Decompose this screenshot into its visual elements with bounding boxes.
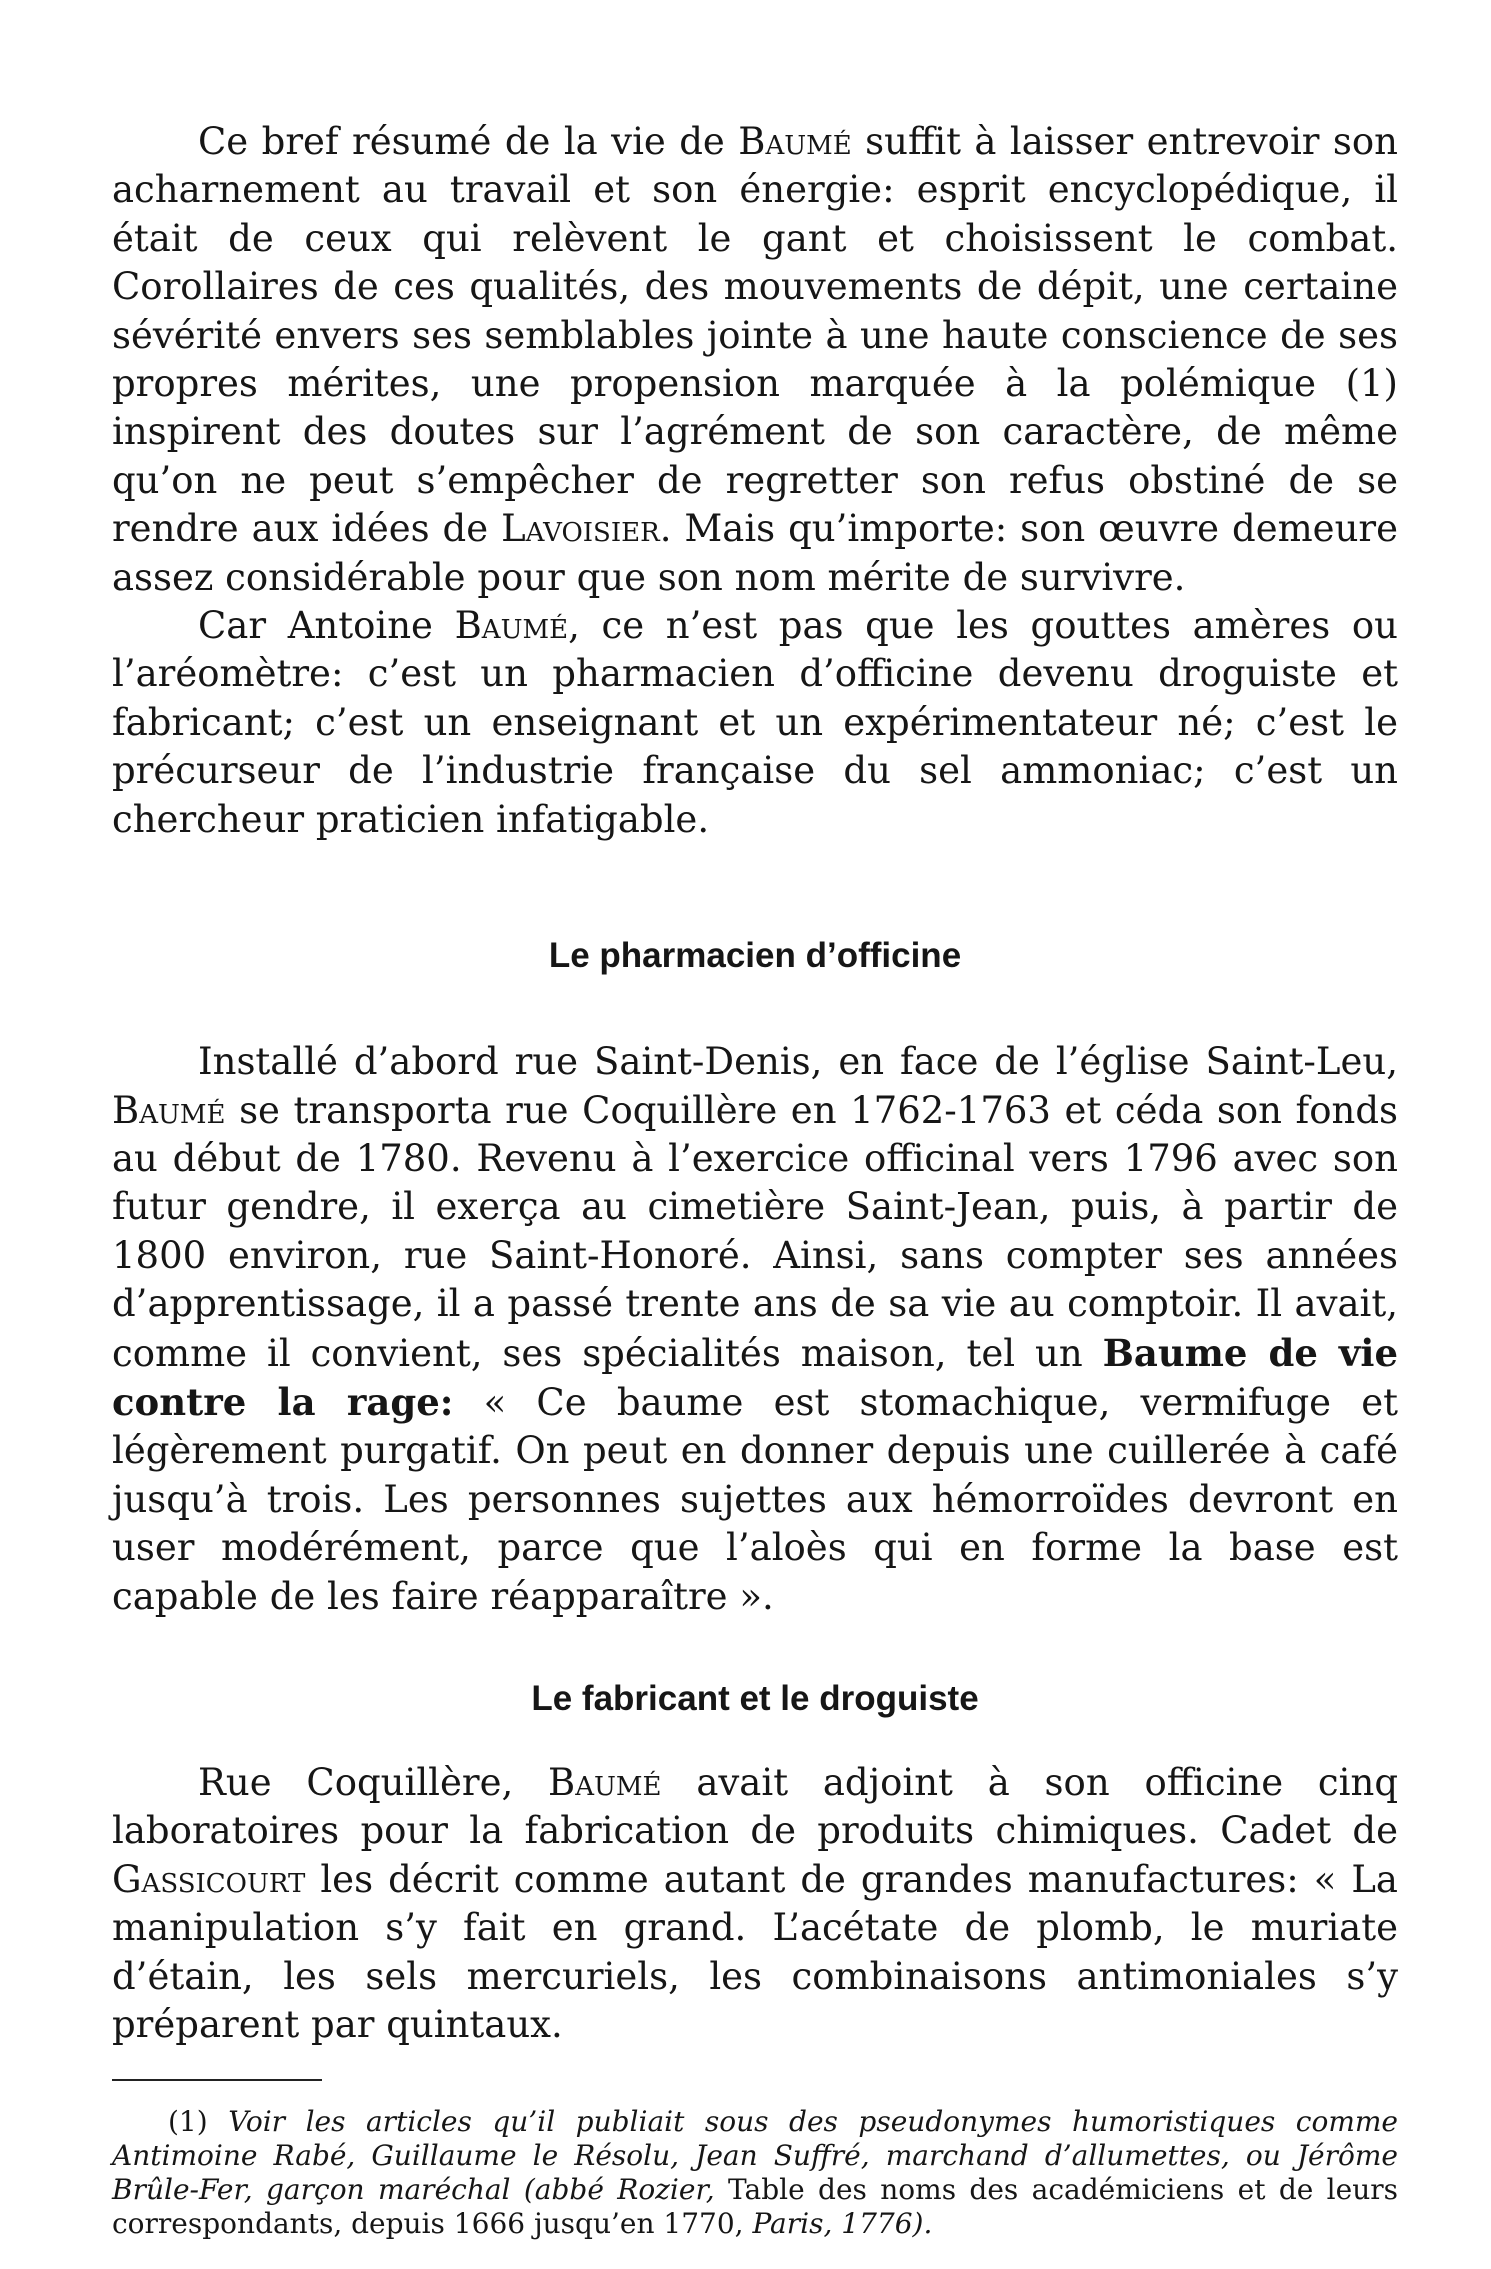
paragraph-pharmacien bbox=[112, 1038, 1398, 1621]
paragraph-antoine-baume bbox=[112, 602, 1398, 844]
footnote-text: Voir les articles qu’il publiait sous des pseudonymes humoristiques comme Antimoine Rabé, Guillaume le Résolu, Jean Suffré, marchand d’allumettes, ou Jérôme Brûle-Fer, garçon maréchal (abbé Rozier, bbox=[112, 2105, 1398, 2207]
footnote bbox=[112, 2105, 1398, 2241]
footnote-divider bbox=[112, 2079, 322, 2081]
text-run: . Mais qu’importe: son œuvre demeure assez considérable pour que son nom mérite de survivre. bbox=[112, 507, 1398, 599]
name-baume: Baumé bbox=[112, 1088, 226, 1132]
footnote-number: (1) bbox=[168, 2105, 208, 2139]
name-lavoisier: Lavoisier bbox=[501, 507, 660, 551]
section-heading-fabricant: Le fabricant et le droguiste bbox=[531, 1678, 979, 1718]
name-baume: Baumé bbox=[548, 1760, 662, 1804]
footnote-text: Paris, 1776). bbox=[743, 2207, 933, 2241]
text-run: Installé d’abord rue Saint-Denis, en face de l’église Saint-Leu, bbox=[198, 1040, 1398, 1084]
text-run: Car Antoine bbox=[198, 604, 455, 648]
paragraph-intro-summary bbox=[112, 118, 1398, 602]
text-run: avait adjoint à son officine cinq laboratoires pour la fabrication de produits chimiques. Cadet de bbox=[112, 1760, 1399, 1853]
text-run: les décrit comme autant de grandes manufactures: « La manipulation s’y fait en grand. L’acétate de plomb, le muriate d’étain, les sels mercuriels, les combinaisons antimoniales s’y préparent par quintaux. bbox=[112, 1857, 1398, 2046]
section-heading-pharmacien: Le pharmacien d’officine bbox=[548, 936, 962, 976]
name-gassicourt: Gassicourt bbox=[112, 1857, 306, 1901]
document-page bbox=[112, 118, 1398, 2241]
text-run: suffit à laisser entrevoir son acharnement au travail et son énergie: esprit encyclopédique, il était de ceux qui relèvent le gant et choisissent le combat. Corollaires de ces qualités, des mouvements de dépit, une certaine sévérité envers ses semblables jointe à une haute conscience de ses propres mérites, une propension marquée à la polémique (1) inspirent des doutes sur l’agrément de son caractère, de même qu’on ne peut s’empêcher de regretter son refus obstiné de se rendre aux idées de bbox=[112, 120, 1398, 551]
bold-baume-de-vie: Baume de vie contre la rage: bbox=[112, 1330, 1399, 1424]
name-baume: Baumé bbox=[454, 604, 569, 648]
text-run: Rue Coquillère, bbox=[198, 1760, 549, 1804]
name-baume: Baumé bbox=[738, 120, 852, 163]
text-run: « Ce baume est stomachique, vermifuge et légèrement purgatif. On peut en donner depuis une cuillerée à café jusqu’à trois. Les personnes sujettes aux hémorroïdes devront en user modérément, parce que l’aloès qui en forme la base est capable de les faire réapparaître ». bbox=[112, 1380, 1398, 1618]
text-run: se transporta rue Coquillère en 1762-1763 et céda son fonds au début de 1780. Revenu à l’exercice officinal vers 1796 avec son futur gendre, il exerça au cimetière Saint-Jean, puis, à partir de 1800 environ, rue Saint-Honoré. Ainsi, sans compter ses années d’apprentissage, il a passé trente ans de sa vie au comptoir. Il avait, comme il convient, ses spécialités maison, tel un bbox=[112, 1088, 1398, 1375]
text-run: Ce bref résumé de la vie de bbox=[198, 120, 739, 163]
text-run: , ce n’est pas que les gouttes amères ou l’aréomètre: c’est un pharmacien d’officine devenu droguiste et fabricant; c’est un enseignant et un expérimentateur né; c’est le précurseur de l’industrie française du sel ammoniac; c’est un chercheur praticien infatigable. bbox=[112, 604, 1398, 841]
paragraph-fabricant bbox=[112, 1759, 1398, 2049]
footnote-title: Table des noms des académiciens et de leurs correspondants, depuis 1666 jusqu’en 1770, bbox=[112, 2173, 1398, 2241]
